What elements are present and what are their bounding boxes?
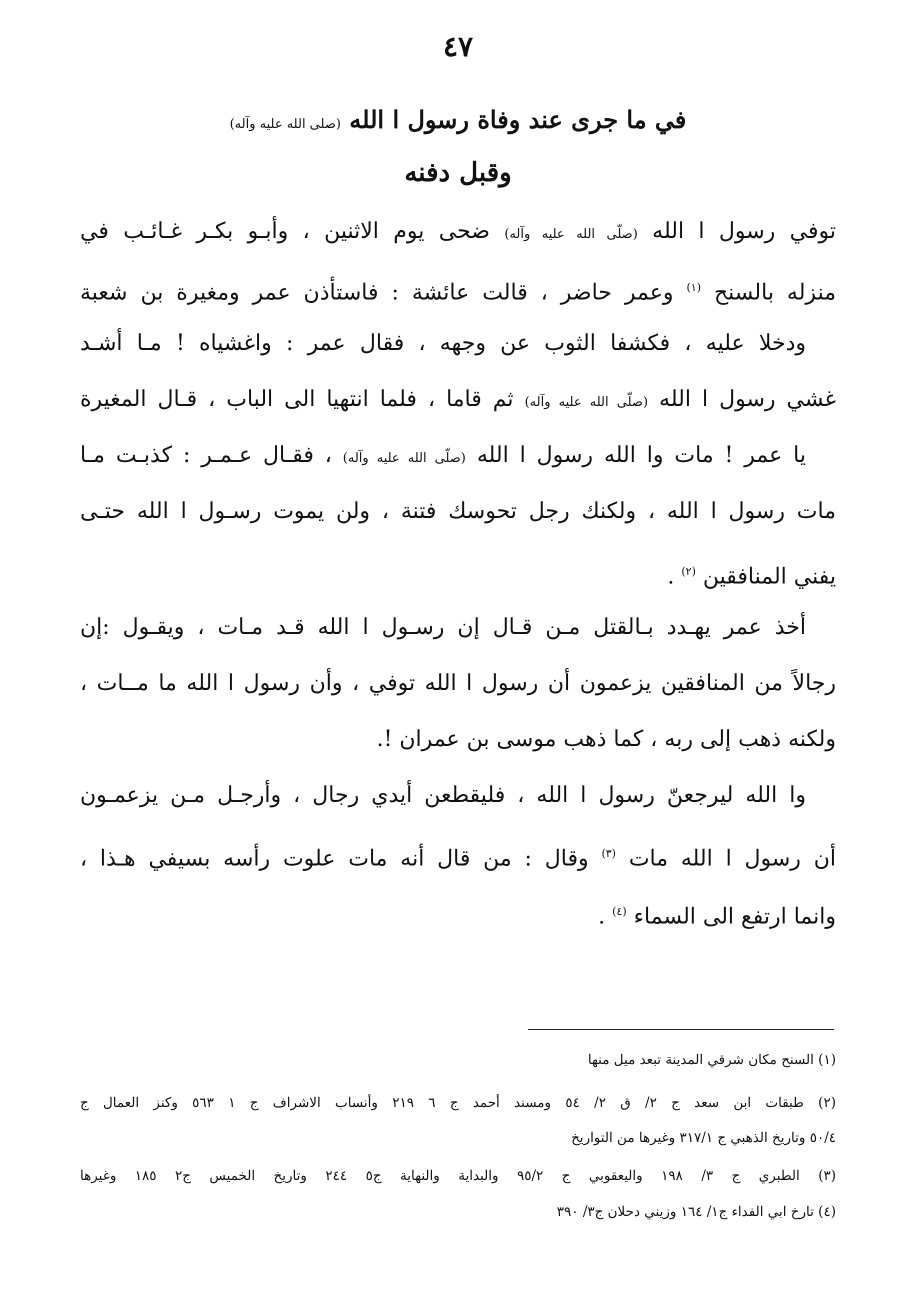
footnote-marker: (١)	[686, 281, 701, 294]
honorific: (صلّى الله عليه وآله)	[504, 227, 638, 242]
footnote-separator	[528, 1029, 834, 1030]
footnote: (٤) تارخ ابي الفداء ج١/ ١٦٤ وزيني دحلان ج٣/ ٣٩٠	[556, 1204, 836, 1220]
text-line: وا الله ليرجعنّ رسول ا الله ، فليقطعن أيدي رجال ، وأرجـل مـن يزعمـون	[80, 783, 806, 808]
text-line: منزله بالسنح $^{(١)}$ وعمر حاضر ، قالت عائشة : فاستأذن عمر ومغيرة بن شعبة	[80, 280, 836, 306]
chapter-title	[80, 102, 836, 143]
footnote-marker: (٣)	[601, 847, 616, 860]
honorific: (صلى الله عليه وآله)	[229, 117, 341, 132]
text-line: ولكنه ذهب إلى ربه ، كما ذهب موسى بن عمران !.	[376, 727, 836, 752]
footnote: ٥٠/٤ وتاريخ الذهبي ج ٣١٧/١ وغيرها من التواريخ	[571, 1130, 836, 1146]
text-line: يفني المنافقين $^{(٢)}$ .	[667, 564, 836, 590]
text-line: رجالاً من المنافقين يزعمون أن رسول ا الله توفي ، وأن رسول ا الله ما مــات ،	[80, 671, 836, 696]
page-number: ٤٧	[442, 30, 474, 63]
footnote: (٢) طبقات ابن سعد ج ٢/ ق ٢/ ٥٤ ومسند أحمد ج ٦ ٢١٩ وأنساب الاشراف ج ١ ٥٦٣ وكنز العمال ج	[80, 1095, 836, 1111]
footnote: (١) السنح مكان شرقي المدينة تبعد ميل منها	[587, 1052, 836, 1068]
footnote: (٣) الطبري ج ٣/ ١٩٨ واليعقوبي ج ٩٥/٢ والبداية والنهاية ج٥ ٢٤٤ وتاريخ الخميس ج٢ ١٨٥ وغيرها	[80, 1168, 836, 1184]
text-line: ودخلا عليه ، فكشفا الثوب عن وجهه ، فقال عمر : واغشياه ! مـا أشـد	[80, 331, 806, 356]
text-line: مات رسول ا الله ، ولكنك رجل تحوسك فتنة ، ولن يموت رسـول ا الله حتـى	[80, 499, 836, 524]
chapter-title-main: في ما جرى عند وفاة رسول ا الله	[349, 105, 687, 134]
chapter-subtitle: وقبل دفنه	[404, 158, 512, 188]
text-line: وانما ارتفع الى السماء $^{(٤)}$ .	[598, 904, 836, 930]
footnote-marker: (٤)	[612, 905, 627, 918]
honorific: (صلّى الله عليه وآله)	[342, 451, 466, 466]
honorific: (صلّى الله عليه وآله)	[524, 395, 649, 410]
text-line: أن رسول ا الله مات $^{(٣)}$ وقال : من قال أنه مات علوت رأسه بسيفي هـذا ،	[80, 846, 836, 872]
footnote-marker: (٢)	[681, 565, 696, 578]
text-line: غشي رسول ا الله (صلّى الله عليه وآله) ثم قاما ، فلما انتهيا الى الباب ، قـال المغيرة	[80, 387, 836, 412]
text-line: توفي رسول ا الله (صلّى الله عليه وآله) ضحى يوم الاثنين ، وأبـو بكـر غـائـب في	[80, 219, 836, 244]
text-line: أخذ عمر يهـدد بـالقتل مـن قـال إن رسـول ا الله قـد مـات ، ويقـول :إن	[80, 615, 806, 640]
text-line: يا عمر ! مات وا الله رسول ا الله (صلّى الله عليه وآله) ، فقـال عـمـر : كذبـت مـا	[80, 443, 807, 468]
